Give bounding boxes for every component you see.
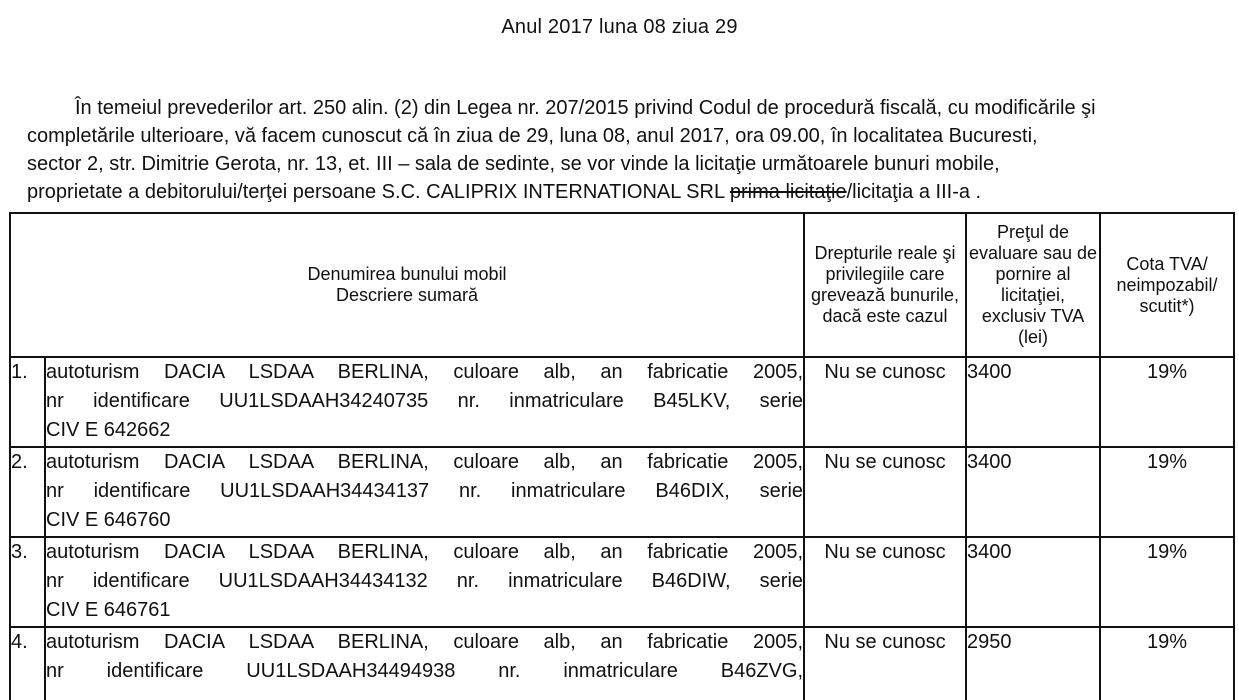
row-price: 3400 [966,537,1100,627]
row-description [45,627,804,700]
header-description-line2: Descriere sumară [335,285,479,305]
header-price: Preţul de evaluare sau de pornire al licitaţiei, exclusiv TVA (lei) [966,213,1100,357]
description-line: nr identificare UU1LSDAAH34240735 nr. inmatriculare B45LKV, serie [46,390,804,412]
intro-paragraph [27,94,1232,206]
row-rights: Nu se cunosc [804,627,966,700]
row-price: 2950 [966,627,1100,700]
table-row [10,357,1234,447]
row-description [45,447,804,537]
row-number: 3. [10,537,45,627]
debtor-text: proprietate a debitorului/terţei persoane S.C. CALIPRIX INTERNATIONAL SRL [27,181,730,203]
row-price: 3400 [966,447,1100,537]
paragraph-line-3: sector 2, str. Dimitrie Gerota, nr. 13, et. III – sala de sedinte, se vor vinde la licitaţie următoarele bunuri mobile, [27,153,1000,175]
description-line: autoturism DACIA LSDAA BERLINA, culoare alb, an fabricatie 2005, [46,631,804,653]
header-description [10,213,804,357]
row-rights: Nu se cunosc [804,447,966,537]
table-header-row [10,213,1234,357]
description-line: nr identificare UU1LSDAAH34434132 nr. inmatriculare B46DIW, serie [46,570,804,592]
row-rights: Nu se cunosc [804,357,966,447]
row-number: 4. [10,627,45,700]
row-vat: 19% [1100,357,1234,447]
row-price: 3400 [966,357,1100,447]
row-vat: 19% [1100,537,1234,627]
header-description-line1: Denumirea bunului mobil [307,264,507,284]
row-rights: Nu se cunosc [804,537,966,627]
header-vat: Cota TVA/ neimpozabil/ scutit*) [1100,213,1234,357]
row-vat: 19% [1100,627,1234,700]
description-line: autoturism DACIA LSDAA BERLINA, culoare alb, an fabricatie 2005, [46,361,804,383]
paragraph-line-2: completările ulterioare, vă facem cunoscut că în ziua de 29, luna 08, anul 2017, ora 09.00, în localitatea Bucuresti, [27,125,1038,147]
description-line: CIV E 642662 [46,419,171,441]
auction-round-text: /licitaţia a III-a . [846,181,982,203]
description-line: CIV E 646761 [46,599,171,621]
table-row [10,447,1234,537]
description-line: autoturism DACIA LSDAA BERLINA, culoare alb, an fabricatie 2005, [46,541,804,563]
struck-text: prima licitaţie [729,181,847,203]
row-vat: 19% [1100,447,1234,537]
paragraph-line-4 [27,178,1232,206]
table-row [10,627,1234,700]
row-number: 1. [10,357,45,447]
row-description [45,537,804,627]
header-rights: Drepturile reale şi privilegiile care grevează bunurile, dacă este cazul [804,213,966,357]
description-line: CIV E 646760 [46,509,171,531]
description-line: nr identificare UU1LSDAAH34434137 nr. inmatriculare B46DIX, serie [46,480,804,502]
row-number: 2. [10,447,45,537]
description-line: nr identificare UU1LSDAAH34494938 nr. inmatriculare B46ZVG, [46,660,804,682]
paragraph-line-1: În temeiul prevederilor art. 250 alin. (2) din Legea nr. 207/2015 privind Codul de procedură fiscală, cu modificările şi [75,97,1096,119]
row-description [45,357,804,447]
goods-table [9,212,1235,700]
table-row [10,537,1234,627]
description-line: autoturism DACIA LSDAA BERLINA, culoare alb, an fabricatie 2005, [46,451,804,473]
date-line: Anul 2017 luna 08 ziua 29 [501,16,738,38]
